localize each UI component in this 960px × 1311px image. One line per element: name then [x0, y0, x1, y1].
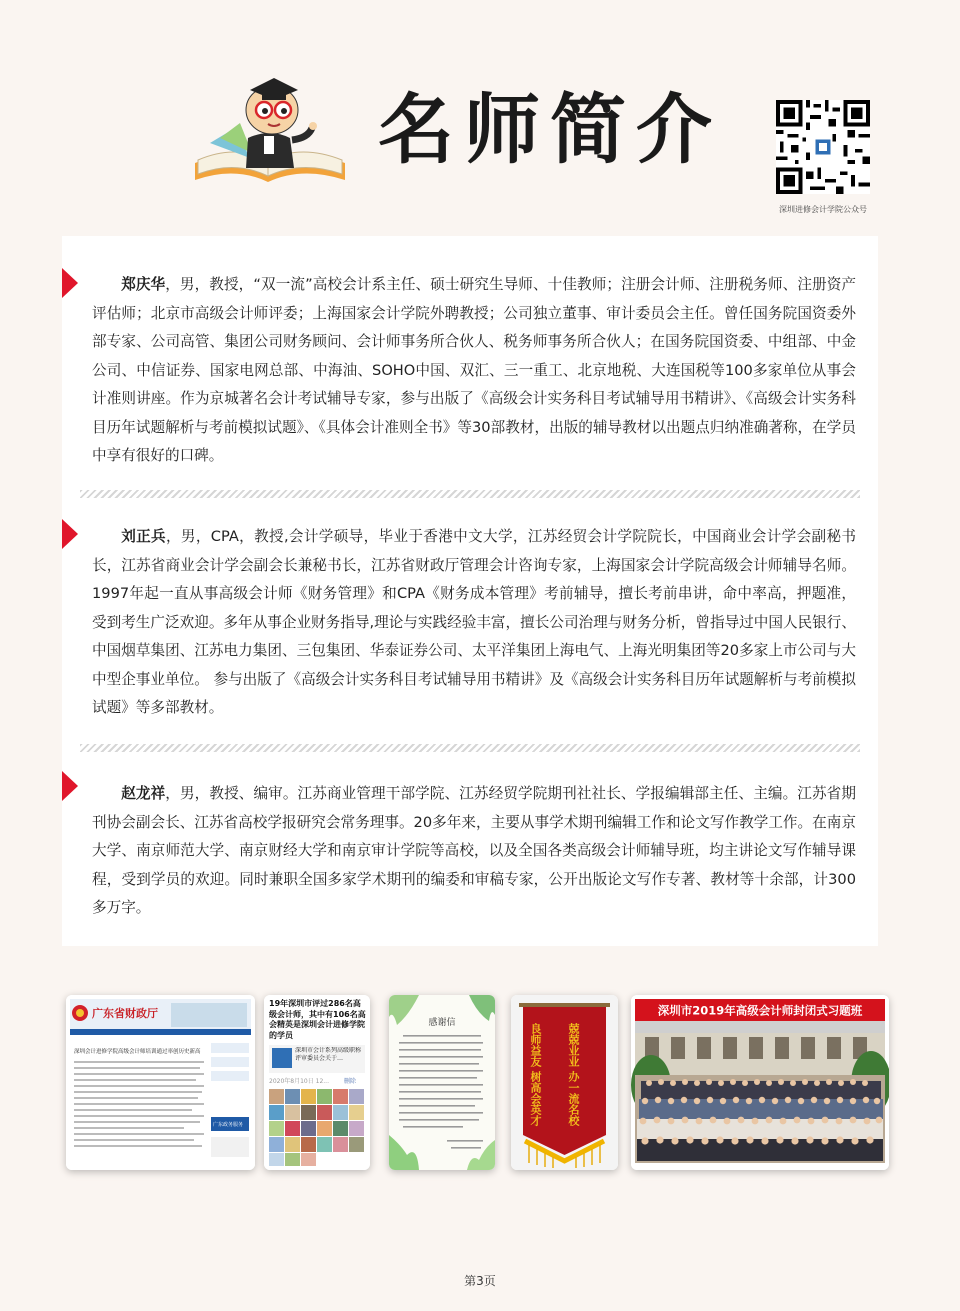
photo-social-post [264, 995, 370, 1170]
teacher-bio-3 [92, 780, 856, 923]
photo-pennant-banner [511, 995, 618, 1170]
qr-code-icon [776, 100, 870, 194]
gov-article-title: 深圳会计进修学院高级会计师培训通过率创历史新高 [74, 1049, 201, 1055]
teacher-profiles-card [62, 236, 878, 946]
banner-right-text: 兢兢业业 办一流名校 [567, 1023, 580, 1126]
teacher-name-3: 赵龙祥 [121, 785, 166, 802]
teacher-bio-text-1: ，男，教授，“双一流”高校会计系主任、硕士研究生导师、十佳教师；注册会计师、注册税务师、注册资产评估师；北京市高级会计师评委；上海国家会计学院外聘教授；公司独立董事、审计委员会主任。曾任国务院国资委外部专家、公司高管、集团公司财务顾问、会计师事务所合伙人、税务师事务所合伙人；在国务院国资委、中组部、中金公司、中信证券、国家电网总部、中海油、SOHO中国、双汇、三一重工、北京地税、大连国税等100多家单位从事会计准则讲座。作为京城著名会计考试辅导专家，参与出版了《高级会计实务科目考试辅导用书精讲》、《高级会计实务科目历年试题解析与考前模拟试题》、《具体会计准则全书》等30部教材，出版的辅导教材以出题点归纳准确著称，在学员中享有很好的口碑。 [92, 276, 856, 464]
qr-code-block [774, 100, 872, 215]
photo-group-class [631, 995, 889, 1170]
teacher-name-2: 刘正兵 [121, 528, 166, 545]
banner-left-text: 良师益友 树高会英才 [529, 1023, 542, 1126]
teacher-bio-text-2: ，男，CPA，教授,会计学硕导，毕业于香港中文大学，江苏经贸会计学院院长，中国商业会计学会副秘书长，江苏省商业会计学会副会长兼秘书长，江苏省财政厅管理会计咨询专家，上海国家会计学院高级会计师辅导名师。1997年起一直从事高级会计师《财务管理》和CPA《财务成本管理》考前辅导，擅长考前串讲，命中率高，押题准，受到考生广泛欢迎。多年从事企业财务指导,理论与实践经验丰富，擅长公司治理与财务分析，曾指导过中国人民银行、中国烟草集团、江苏电力集团、三包集团、华泰证券公司、太平洋集团上海电气、上海光明集团等20多家上市公司与大中型企事业单位。 参与出版了《高级会计实务科目考试辅导用书精讲》及《高级会计实务科目历年试题解析与考前模拟试题》等多部教材。 [92, 528, 856, 716]
social-meta: 2020年8月10日 12... [269, 1078, 329, 1085]
group-banner-text: 深圳市2019年高级会计师封闭式习题班 [657, 1003, 863, 1018]
page-title: 名师简介 [378, 85, 722, 174]
qr-caption: 深圳进修会计学院公众号 [779, 205, 867, 214]
photo-thank-you-letter [389, 995, 495, 1170]
social-card-title: 深圳市会计系列高级职称评审委员会关于… [295, 1047, 362, 1062]
gov-site-name: 广东省财政厅 [92, 1007, 158, 1020]
social-delete-link: 删除 [344, 1078, 357, 1085]
teacher-bio-1 [92, 271, 856, 471]
section-divider [80, 744, 860, 752]
gov-sidebar-label: 广东政务服务 [213, 1122, 244, 1128]
letter-title: 感谢信 [428, 1018, 456, 1028]
teacher-name-1: 郑庆华 [121, 276, 166, 293]
section-divider [80, 490, 860, 498]
teacher-bio-2 [92, 523, 856, 723]
red-arrow-marker [62, 519, 78, 549]
teacher-bio-text-3: ，男，教授、编审。江苏商业管理干部学院、江苏经贸学院期刊社社长、学报编辑部主任、主编。江苏省期刊协会副会长、江苏省高校学报研究会常务理事。20多年来，主要从事学术期刊编辑工作和论文写作教学工作。在南京大学、南京师范大学、南京财经大学和南京审计学院等高校，以及全国各类高级会计师辅导班，均主讲论文写作辅导课程，受到学员的欢迎。同时兼职全国多家学术期刊的编委和审稿专家，公开出版论文写作专著、教材等十余部，计300多万字。 [92, 785, 856, 916]
page-number: 第3页 [464, 1274, 496, 1288]
social-headline: 19年深圳市评过286名高级会计师，其中有106名高会精英是深圳会计进修学院的学员 [269, 999, 366, 1040]
red-arrow-marker [62, 771, 78, 801]
scholar-mascot-illustration [190, 68, 350, 193]
red-arrow-marker [62, 268, 78, 298]
photo-finance-dept-website [66, 995, 255, 1170]
